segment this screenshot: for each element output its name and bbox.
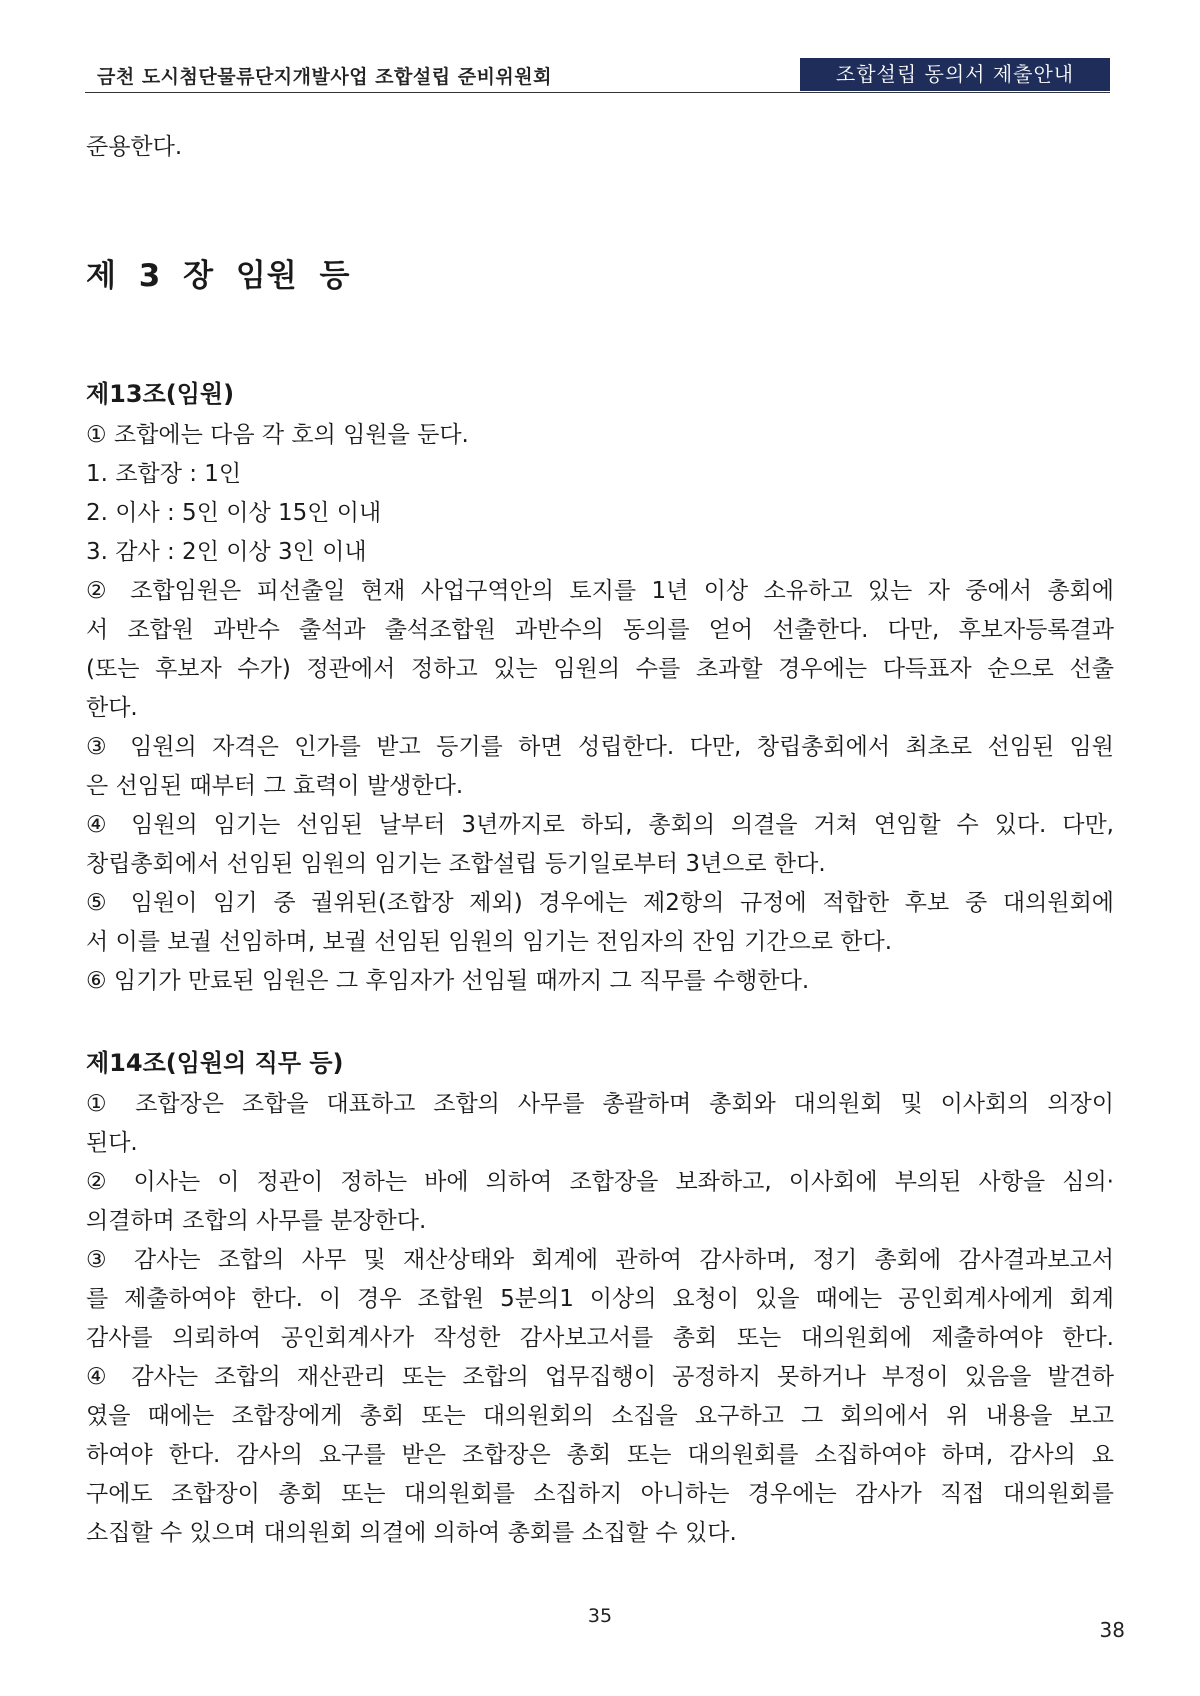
article-13-line: ② 조합임원은 피선출일 현재 사업구역안의 토지를 1년 이상 소유하고 있는 자 중에서 총회에 bbox=[86, 578, 1114, 604]
article-13-line: ⑥ 임기가 만료된 임원은 그 후임자가 선임될 때까지 그 직무를 수행한다. bbox=[86, 968, 810, 994]
article-13-line: ① 조합에는 다음 각 호의 임원을 둔다. bbox=[86, 422, 469, 448]
article-13-line: 한다. bbox=[86, 695, 138, 721]
page-number-secondary: 38 bbox=[1099, 1618, 1125, 1642]
article-13-body bbox=[86, 416, 1114, 1001]
article-13-line: ⑤ 임원이 임기 중 궐위된(조합장 제외) 경우에는 제2항의 규정에 적합한 후보 중 대의원회에 bbox=[86, 890, 1114, 916]
article-13-line: (또는 후보자 수가) 정관에서 정하고 있는 임원의 수를 초과할 경우에는 다득표자 순으로 선출 bbox=[86, 656, 1114, 682]
article-14-line: 감사를 의뢰하여 공인회계사가 작성한 감사보고서를 총회 또는 대의원회에 제출하여야 한다. bbox=[86, 1325, 1114, 1351]
page-header bbox=[85, 58, 1110, 93]
article-14-line: ② 이사는 이 정관이 정하는 바에 의하여 조합장을 보좌하고, 이사회에 부의된 사항을 심의· bbox=[86, 1169, 1114, 1195]
article-14-line: ① 조합장은 조합을 대표하고 조합의 사무를 총괄하며 총회와 대의원회 및 이사회의 의장이 bbox=[86, 1091, 1114, 1117]
article-14-line: ④ 감사는 조합의 재산관리 또는 조합의 업무집행이 공정하지 못하거나 부정이 있음을 발견하 bbox=[86, 1364, 1114, 1390]
article-14-line: 를 제출하여야 한다. 이 경우 조합원 5분의1 이상의 요청이 있을 때에는 공인회계사에게 회계 bbox=[86, 1286, 1114, 1312]
article-13-line: 1. 조합장 : 1인 bbox=[86, 461, 242, 487]
article-13-title: 제13조(임원) bbox=[86, 380, 235, 408]
article-13-line: ③ 임원의 자격은 인가를 받고 등기를 하면 성립한다. 다만, 창립총회에서 최초로 선임된 임원 bbox=[86, 734, 1114, 760]
article-14-line: 된다. bbox=[86, 1130, 138, 1156]
article-14-line: 소집할 수 있으며 대의원회 의결에 의하여 총회를 소집할 수 있다. bbox=[86, 1520, 737, 1546]
article-14-title: 제14조(임원의 직무 등) bbox=[86, 1049, 344, 1077]
intro-line: 준용한다. bbox=[86, 134, 183, 160]
page-number: 35 bbox=[587, 1605, 613, 1627]
article-13-line: 은 선임된 때부터 그 효력이 발생한다. bbox=[86, 773, 464, 799]
article-13-line: 2. 이사 : 5인 이상 15인 이내 bbox=[86, 500, 382, 526]
article-13-line: 창립총회에서 선임된 임원의 임기는 조합설립 등기일로부터 3년으로 한다. bbox=[86, 851, 826, 877]
article-14-line: 의결하며 조합의 사무를 분장한다. bbox=[86, 1208, 427, 1234]
article-14-line: 였을 때에는 조합장에게 총회 또는 대의원회의 소집을 요구하고 그 회의에서 위 내용을 보고 bbox=[86, 1403, 1114, 1429]
article-13-line: 서 조합원 과반수 출석과 출석조합원 과반수의 동의를 얻어 선출한다. 다만, 후보자등록결과 bbox=[86, 617, 1114, 643]
article-13-line: 서 이를 보궐 선임하며, 보궐 선임된 임원의 임기는 전임자의 잔임 기간으로 한다. bbox=[86, 929, 893, 955]
article-14-line: 하여야 한다. 감사의 요구를 받은 조합장은 총회 또는 대의원회를 소집하여야 하며, 감사의 요 bbox=[86, 1442, 1114, 1468]
intro-text bbox=[86, 128, 1114, 167]
article-13-line: ④ 임원의 임기는 선임된 날부터 3년까지로 하되, 총회의 의결을 거쳐 연임할 수 있다. 다만, bbox=[86, 812, 1114, 838]
article-14-line: 구에도 조합장이 총회 또는 대의원회를 소집하지 아니하는 경우에는 감사가 직접 대의원회를 bbox=[86, 1481, 1114, 1507]
header-title: 금천 도시첨단물류단지개발사업 조합설립 준비위원회 bbox=[97, 66, 552, 88]
article-14-body bbox=[86, 1085, 1114, 1553]
header-badge: 조합설립 동의서 제출안내 bbox=[800, 58, 1110, 91]
chapter-title: 제 3 장 임원 등 bbox=[86, 258, 351, 294]
article-14-line: ③ 감사는 조합의 사무 및 재산상태와 회계에 관하여 감사하며, 정기 총회에 감사결과보고서 bbox=[86, 1247, 1114, 1273]
article-13-line: 3. 감사 : 2인 이상 3인 이내 bbox=[86, 539, 367, 565]
